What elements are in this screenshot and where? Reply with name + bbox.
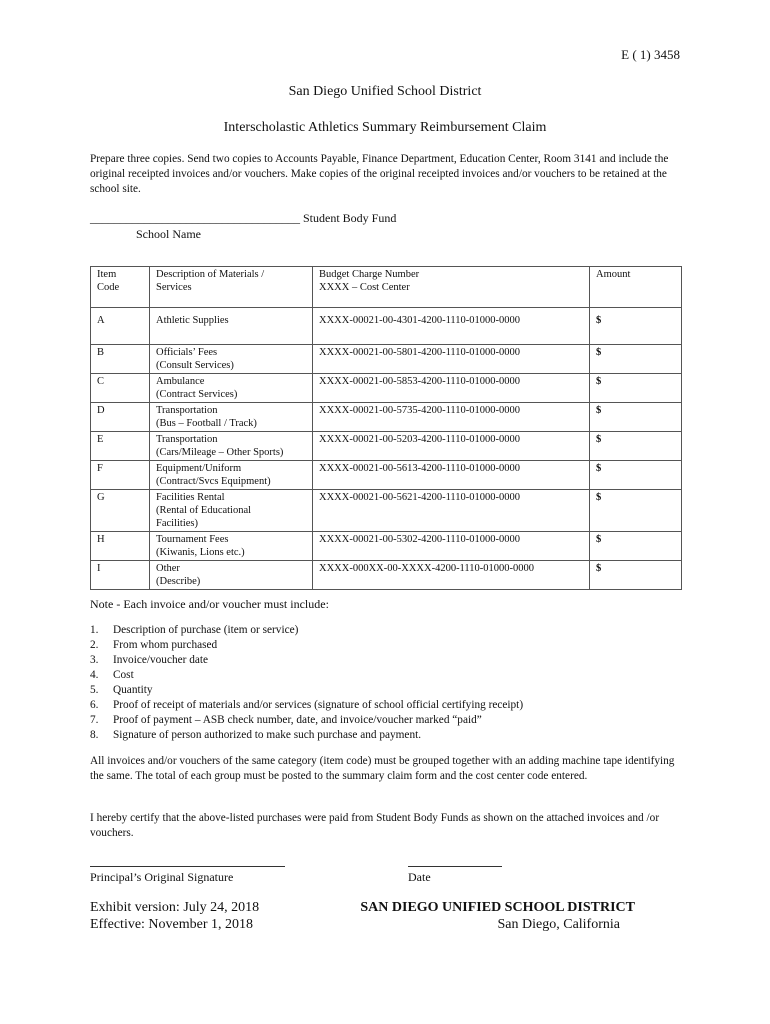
description-cell [150,561,313,590]
footer-location: San Diego, California [497,917,620,932]
budget-number-cell: XXXX-000XX-00-XXXX-4200-1110-01000-0000 [313,561,590,590]
item-code-cell: D [91,403,150,432]
amount-cell[interactable]: $ [590,532,682,561]
list-item-number: 2. [90,639,99,651]
description-line: Transportation [156,434,218,445]
budget-number-cell: XXXX-00021-00-5735-4200-1110-01000-0000 [313,403,590,432]
instructions-paragraph: Prepare three copies. Send two copies to Accounts Payable, Finance Department, Education Center, Room 3141 and include the original receipted invoices and/or vouchers. Make copies of the original receipted invoices and/or vouchers to be retained at the school site. [90,153,669,195]
header-description: Description of Materials / Services [150,267,313,308]
description-line: (Consult Services) [156,360,234,371]
table-row [91,490,682,532]
principal-signature-line[interactable] [90,866,285,867]
amount-cell[interactable]: $ [590,403,682,432]
item-code-cell: H [91,532,150,561]
item-code-cell: B [91,345,150,374]
header-item-code: Item Code [91,267,150,308]
school-name-label: School Name [136,227,201,241]
list-item-number: 1. [90,624,99,636]
list-item-number: 8. [90,729,99,741]
table-row [91,308,682,345]
claim-title: Interscholastic Athletics Summary Reimbursement Claim [223,120,547,135]
list-item-text: Signature of person authorized to make such purchase and payment. [113,729,422,741]
list-item [90,728,690,743]
description-cell [150,532,313,561]
item-code-cell: A [91,308,150,345]
list-item-number: 4. [90,669,99,681]
description-line: Tournament Fees [156,534,229,545]
item-code-cell: E [91,432,150,461]
list-item-number: 7. [90,714,99,726]
list-item [90,638,690,653]
description-line: (Rental of Educational [156,505,252,516]
description-cell [150,308,313,345]
description-line: (Describe) [156,576,201,587]
table-row [91,561,682,590]
reimbursement-table [90,266,682,590]
budget-number-cell: XXXX-00021-00-5621-4200-1110-01000-0000 [313,490,590,532]
table-row [91,403,682,432]
table-header-row [91,267,682,308]
table-row [91,374,682,403]
list-item [90,668,690,683]
description-line: Equipment/Uniform [156,463,242,474]
description-line: (Contract Services) [156,389,238,400]
amount-cell[interactable]: $ [590,432,682,461]
footer-district-name: SAN DIEGO UNIFIED SCHOOL DISTRICT [360,900,635,915]
amount-cell[interactable]: $ [590,490,682,532]
item-code-cell: C [91,374,150,403]
item-code-cell: F [91,461,150,490]
amount-cell[interactable]: $ [590,374,682,403]
table-row [91,532,682,561]
budget-number-cell: XXXX-00021-00-5853-4200-1110-01000-0000 [313,374,590,403]
student-body-fund-label: Student Body Fund [303,211,397,225]
list-item-number: 5. [90,684,99,696]
certification-paragraph: I hereby certify that the above-listed purchases were paid from Student Body Funds as shown on the attached invoices and /or vouchers. [90,812,660,839]
budget-number-cell: XXXX-00021-00-4301-4200-1110-01000-0000 [313,308,590,345]
date-line[interactable] [408,866,502,867]
list-item [90,623,690,638]
description-cell [150,490,313,532]
description-line: (Kiwanis, Lions etc.) [156,547,245,558]
table-row [91,345,682,374]
budget-number-cell: XXXX-00021-00-5203-4200-1110-01000-0000 [313,432,590,461]
description-cell [150,374,313,403]
table-row [91,461,682,490]
description-line: Facilities) [156,518,198,529]
district-title: San Diego Unified School District [288,84,482,99]
list-item-text: Proof of receipt of materials and/or services (signature of school official certifying receipt) [113,699,524,711]
requirements-list [90,623,690,743]
list-item-text: From whom purchased [113,639,218,651]
budget-number-cell: XXXX-00021-00-5613-4200-1110-01000-0000 [313,461,590,490]
description-cell [150,345,313,374]
list-item-text: Cost [113,669,134,681]
description-line: Athletic Supplies [156,315,229,326]
note-heading: Note - Each invoice and/or voucher must include: [90,597,329,611]
list-item-number: 6. [90,699,99,711]
school-name-blank: ___________________________________ [90,211,300,225]
amount-cell[interactable]: $ [590,561,682,590]
header-amount: Amount [590,267,682,308]
list-item-text: Quantity [113,684,153,696]
grouping-paragraph: All invoices and/or vouchers of the same category (item code) must be grouped together with an adding machine tape identifying the same. The total of each group must be posted to the summary claim form and the cost center code entered. [90,755,675,782]
description-cell [150,403,313,432]
amount-cell[interactable]: $ [590,308,682,345]
table-row [91,432,682,461]
list-item-text: Invoice/voucher date [113,654,209,666]
date-label: Date [408,870,431,884]
amount-cell[interactable]: $ [590,345,682,374]
list-item [90,713,690,728]
header-budget: Budget Charge Number XXXX – Cost Center [313,267,590,308]
list-item [90,698,690,713]
item-code-cell: I [91,561,150,590]
description-line: Other [156,563,180,574]
description-cell [150,461,313,490]
description-line: Officials’ Fees [156,347,218,358]
description-line: Transportation [156,405,218,416]
description-line: Ambulance [156,376,205,387]
list-item-number: 3. [90,654,99,666]
description-line: Facilities Rental [156,492,225,503]
effective-date: Effective: November 1, 2018 [90,917,254,932]
description-line: (Cars/Mileage – Other Sports) [156,447,284,458]
amount-cell[interactable]: $ [590,461,682,490]
budget-number-cell: XXXX-00021-00-5801-4200-1110-01000-0000 [313,345,590,374]
list-item [90,683,690,698]
list-item-text: Proof of payment – ASB check number, date, and invoice/voucher marked “paid” [113,714,482,726]
item-code-cell: G [91,490,150,532]
form-number: E ( 1) 3458 [621,47,680,62]
principal-signature-label: Principal’s Original Signature [90,870,234,884]
school-name-field[interactable] [90,211,396,226]
description-line: (Bus – Football / Track) [156,418,257,429]
list-item [90,653,690,668]
budget-number-cell: XXXX-00021-00-5302-4200-1110-01000-0000 [313,532,590,561]
exhibit-version: Exhibit version: July 24, 2018 [90,900,260,915]
list-item-text: Description of purchase (item or service) [113,624,299,636]
description-line: (Contract/Svcs Equipment) [156,476,271,487]
description-cell [150,432,313,461]
